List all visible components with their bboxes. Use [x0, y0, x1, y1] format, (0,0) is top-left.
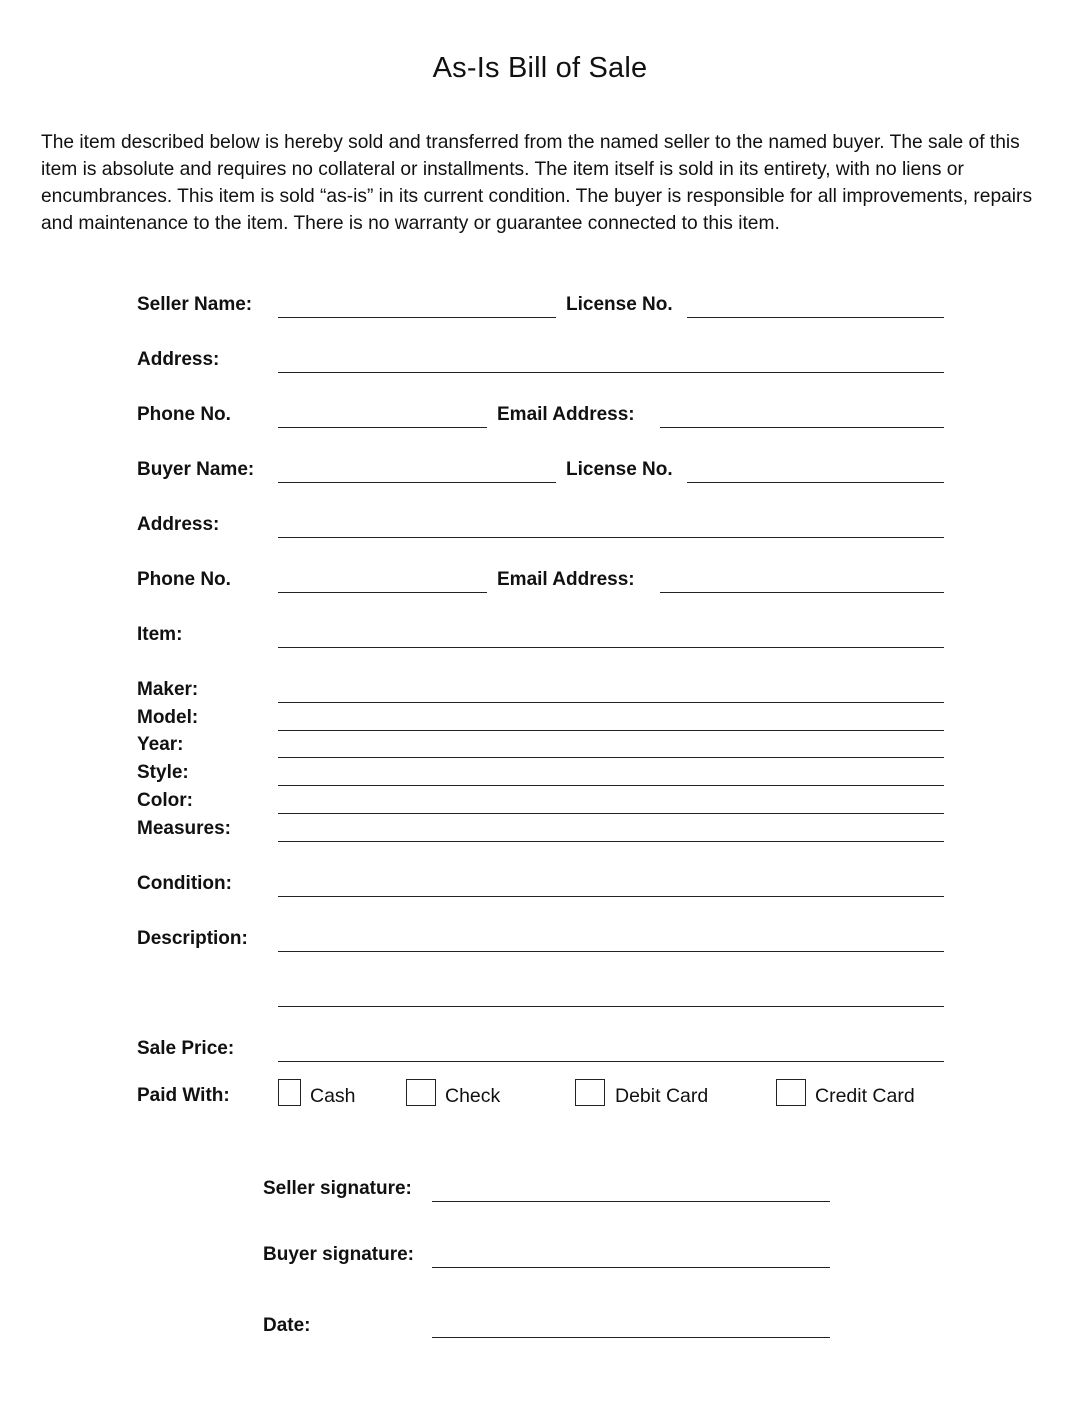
- style-field[interactable]: [278, 785, 944, 786]
- buyer-name-label: Buyer Name:: [137, 459, 255, 480]
- buyer-license-field[interactable]: [687, 482, 944, 483]
- check-checkbox[interactable]: [406, 1079, 436, 1106]
- seller-email-label: Email Address:: [497, 404, 635, 425]
- debit-card-option-label: Debit Card: [615, 1085, 709, 1107]
- description-field-line-1[interactable]: [278, 951, 944, 952]
- intro-paragraph: The item described below is hereby sold and transferred from the named seller to the named buyer. The sale of this item is absolute and requires no collateral or installments. The item itself is sold in its entirety, with no liens or encumbrances. This item is sold “as-is” in its current condition. The buyer is responsible for all improvements, repairs and maintenance to the item. There is no warranty or guarantee connected to this item.: [41, 132, 1033, 234]
- maker-field[interactable]: [278, 702, 944, 703]
- condition-field[interactable]: [278, 896, 944, 897]
- cash-checkbox[interactable]: [278, 1079, 301, 1106]
- date-field[interactable]: [432, 1337, 830, 1338]
- buyer-address-field[interactable]: [278, 537, 944, 538]
- seller-email-field[interactable]: [660, 427, 944, 428]
- paid-with-label: Paid With:: [137, 1085, 230, 1106]
- credit-card-option-label: Credit Card: [815, 1085, 915, 1107]
- item-label: Item:: [137, 624, 183, 645]
- credit-card-checkbox[interactable]: [776, 1079, 806, 1106]
- seller-name-label: Seller Name:: [137, 294, 253, 315]
- maker-label: Maker:: [137, 679, 199, 700]
- sale-price-label: Sale Price:: [137, 1038, 235, 1059]
- document-title: As-Is Bill of Sale: [432, 52, 648, 84]
- seller-address-field[interactable]: [278, 372, 944, 373]
- measures-label: Measures:: [137, 818, 231, 839]
- color-label: Color:: [137, 790, 193, 811]
- buyer-license-label: License No.: [566, 459, 673, 480]
- buyer-address-label: Address:: [137, 514, 220, 535]
- measures-field[interactable]: [278, 841, 944, 842]
- seller-phone-label: Phone No.: [137, 404, 231, 425]
- description-label: Description:: [137, 928, 248, 949]
- year-field[interactable]: [278, 757, 944, 758]
- debit-card-checkbox[interactable]: [575, 1079, 605, 1106]
- model-label: Model:: [137, 707, 199, 728]
- model-field[interactable]: [278, 730, 944, 731]
- seller-signature-field[interactable]: [432, 1201, 830, 1202]
- item-field[interactable]: [278, 647, 944, 648]
- date-label: Date:: [263, 1315, 311, 1336]
- seller-phone-field[interactable]: [278, 427, 487, 428]
- color-field[interactable]: [278, 813, 944, 814]
- seller-address-label: Address:: [137, 349, 220, 370]
- buyer-email-label: Email Address:: [497, 569, 635, 590]
- check-option-label: Check: [445, 1085, 501, 1107]
- description-field-line-2[interactable]: [278, 1006, 944, 1007]
- style-label: Style:: [137, 762, 189, 783]
- buyer-phone-field[interactable]: [278, 592, 487, 593]
- buyer-name-field[interactable]: [278, 482, 556, 483]
- seller-signature-label: Seller signature:: [263, 1178, 412, 1199]
- sale-price-field[interactable]: [278, 1061, 944, 1062]
- seller-name-field[interactable]: [278, 317, 556, 318]
- seller-license-field[interactable]: [687, 317, 944, 318]
- year-label: Year:: [137, 734, 184, 755]
- condition-label: Condition:: [137, 873, 232, 894]
- buyer-phone-label: Phone No.: [137, 569, 231, 590]
- cash-option-label: Cash: [310, 1085, 356, 1107]
- buyer-email-field[interactable]: [660, 592, 944, 593]
- buyer-signature-label: Buyer signature:: [263, 1244, 414, 1265]
- seller-license-label: License No.: [566, 294, 673, 315]
- buyer-signature-field[interactable]: [432, 1267, 830, 1268]
